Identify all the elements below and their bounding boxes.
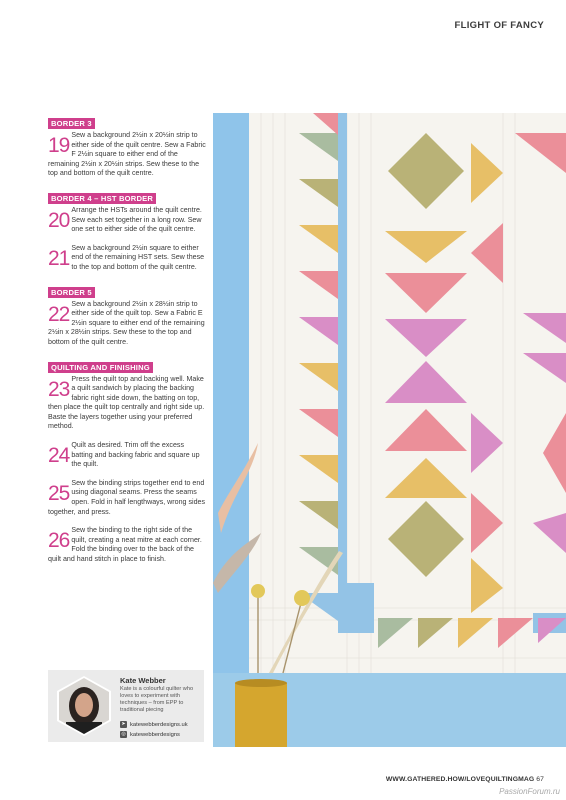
author-bio: Kate is a colourful quilter who loves to experiment with techniques – from EPP to traditional piecing: [120, 686, 194, 713]
step-20: [48, 206, 206, 235]
page-footer: [386, 776, 544, 783]
step-text: Press the quilt top and backing well. Make a quilt sandwich by placing the backing fabric right side down, the batting on top, then place the quilt top centrally and right side up. Baste the layers together using your preferred method.: [48, 374, 205, 431]
step-24: [48, 441, 206, 470]
step-text: Quilt as desired. Trim off the excess batting and backing fabric and square up the quilt.: [71, 441, 200, 469]
section-heading: BORDER 5: [48, 287, 95, 298]
section-border-5: [48, 282, 206, 348]
step-22: [48, 300, 206, 348]
section-quilting-finishing: [48, 357, 206, 565]
step-text: Sew a background 2½in square to either end of the remaining HST sets. Sew these to the top and bottom of the quilt centre.: [71, 243, 205, 271]
step-text: Sew the binding strips together end to end using diagonal seams. Press the seams open. Fold in half lengthways, wrong sides together, and press.: [48, 478, 206, 516]
step-text: Sew a background 2½in x 28½in strip to either side of the quilt top. Sew a Fabric E 2½in square to either end of the remaining 2½in x 28½in strips. Sew these to the top and bottom of the quilt centre.: [48, 299, 205, 346]
step-number: 25: [48, 481, 70, 505]
step-number: 21: [48, 246, 70, 270]
section-border-3: [48, 113, 206, 179]
instagram-link[interactable]: [120, 731, 180, 738]
step-21: [48, 244, 206, 273]
running-head: FLIGHT OF FANCY: [454, 20, 544, 31]
author-box: [48, 670, 204, 742]
step-25: [48, 479, 206, 517]
step-number: 24: [48, 444, 70, 468]
step-number: 26: [48, 529, 70, 553]
instagram-icon: ◎: [121, 731, 126, 737]
instructions-column: [48, 113, 206, 574]
section-heading: BORDER 4 – HST BORDER: [48, 193, 156, 204]
step-number: 19: [48, 134, 70, 157]
section-border-4: [48, 188, 206, 273]
step-text: Sew a background 2½in x 20½in strip to either side of the quilt centre. Sew a Fabric F 2½in square to either end of the remaining 2½in x 20½in strips. Sew these to the top and bottom of the quilt centre.: [48, 131, 206, 178]
step-23: [48, 375, 206, 433]
author-avatar: [56, 676, 112, 736]
website-link[interactable]: [120, 721, 188, 728]
step-text: Sew the binding to the right side of the quilt, creating a neat mitre at each corner. Fold the binding over to the back of the quilt and hand stitch in place to finish.: [48, 526, 202, 563]
page-number: 67: [536, 776, 544, 783]
web-icon: ➤: [121, 721, 126, 727]
step-text: Arrange the HSTs around the quilt centre. Sew each set together in a long row. Sew one set to either side of the quilt centre.: [71, 205, 202, 234]
quilt-photo: [213, 113, 566, 747]
author-name: Kate Webber: [120, 676, 166, 685]
section-heading: QUILTING AND FINISHING: [48, 362, 153, 373]
website-text: katewebberdesigns.uk: [130, 721, 188, 728]
section-heading: BORDER 3: [48, 118, 95, 129]
step-number: 22: [48, 302, 70, 326]
step-number: 20: [48, 208, 70, 232]
footer-url: WWW.GATHERED.HOW/LOVEQUILTINGMAG: [385, 776, 535, 783]
step-26: [48, 526, 206, 564]
step-number: 23: [48, 377, 70, 401]
step-19: [48, 131, 206, 179]
instagram-text: katewebberdesigns: [130, 731, 180, 738]
watermark: PassionForum.ru: [499, 787, 560, 796]
